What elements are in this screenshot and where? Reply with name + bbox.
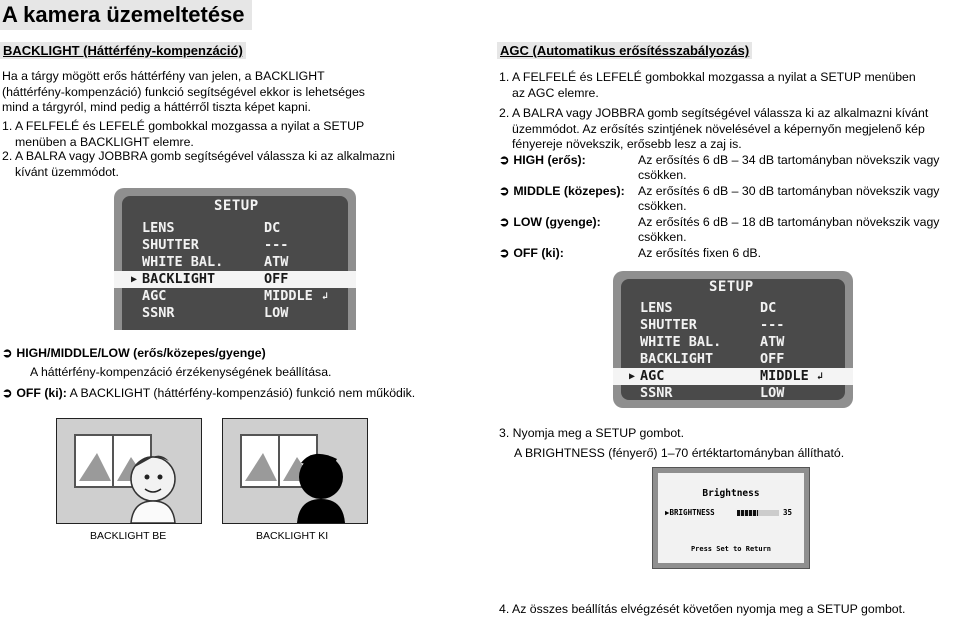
arrow-icon: ➲ (499, 215, 510, 229)
menu-row-shutter[interactable]: SHUTTER --- (142, 237, 289, 253)
menu-row-white-bal[interactable]: WHITE BAL. ATW (640, 334, 785, 350)
step-line: 2. A BALRA vagy JOBBRA gomb segítségével válassza ki az alkalmazni (2, 149, 396, 163)
step-line: 1. A FELFELÉ és LEFELÉ gombokkal mozgassa a nyilat a SETUP (2, 119, 365, 133)
menu-row-backlight-selected[interactable]: ▶ BACKLIGHT OFF (114, 271, 356, 288)
agc-heading: AGC (Automatikus erősítésszabályozás) (497, 42, 752, 59)
arrow-icon: ➲ (2, 386, 13, 400)
brightness-slider[interactable] (737, 510, 779, 516)
selection-arrow-icon: ▶ (131, 274, 138, 285)
agc-step-4: 4. Az összes beállítás elvégzését követően nyomja meg a SETUP gombot. (499, 602, 906, 616)
backlight-on-image (56, 418, 202, 524)
arrow-icon: ➲ (2, 346, 13, 360)
arrow-icon: ➲ (499, 153, 510, 167)
agc-step-2: 2. A BALRA vagy JOBBRA gomb segítségével válassza ki az alkalmazni kívánt üzemmódot. Az erősítés szintjének növelésével a képernyőn megjelenő kép fényereje növekszik, erősebb lesz a zaj is. (499, 106, 929, 151)
menu-row-agc[interactable]: AGC MIDDLE ↲ (142, 288, 329, 304)
brightness-value: 35 (783, 508, 793, 517)
backlight-option-off: ➲ OFF (ki): A BACKLIGHT (háttérfény-kompenzásió) funkció nem működik. (2, 386, 416, 400)
brightness-row[interactable]: ▶BRIGHTNESS (665, 508, 715, 517)
agc-step-3: 3. Nyomja meg a SETUP gombot. (499, 426, 684, 440)
step-line: kívánt üzemmódot. (15, 164, 119, 179)
agc-option-high: ➲ HIGH (erős): (499, 153, 586, 167)
backlight-intro (2, 69, 472, 116)
agc-option-middle: ➲ MIDDLE (közepes): (499, 184, 625, 198)
menu-title: SETUP (214, 198, 259, 214)
page-title: A kamera üzemeltetése (0, 0, 252, 30)
backlight-step-2 (2, 149, 472, 180)
intro-line: (háttérfény-kompenzáció) funkció segítségével ekkor is lehetséges (2, 84, 365, 99)
agc-options: ➲ HIGH (erős): Az erősítés 6 dB – 34 dB tartományban növekszik vagy csökken. ➲ MIDDLE (közepes): Az erősítés 6 dB – 30 dB tartományban növekszik vagy csökken. ➲ LOW (gyenge): Az erősítés 6 dB – 18 dB tartományban növekszik vagy csökken. ➲ OFF (ki): Az erősítés fixen 6 dB. (499, 153, 940, 260)
backlight-off-image (222, 418, 368, 524)
menu-row-agc-selected[interactable]: ▶ AGC MIDDLE ↲ (613, 368, 853, 385)
menu-row-lens[interactable]: LENS DC (640, 300, 777, 316)
menu-row-lens[interactable]: LENS DC (142, 220, 281, 236)
agc-option-low: ➲ LOW (gyenge): (499, 215, 601, 229)
agc-option-off: ➲ OFF (ki): (499, 246, 564, 260)
backlight-step-1 (2, 119, 472, 150)
arrow-icon: ➲ (499, 184, 510, 198)
enter-icon: ↲ (817, 371, 824, 382)
intro-line: Ha a tárgy mögött erős háttérfény van jelen, a BACKLIGHT (2, 69, 325, 83)
setup-menu-agc (613, 271, 853, 408)
menu-row-white-bal[interactable]: WHITE BAL. ATW (142, 254, 289, 270)
menu-row-ssnr[interactable]: SSNR LOW (640, 385, 785, 401)
arrow-icon: ➲ (499, 246, 510, 260)
step-line: menüben a BACKLIGHT elemre. (15, 134, 194, 149)
backlight-option-levels: ➲ HIGH/MIDDLE/LOW (erős/közepes/gyenge) A háttérfény-kompenzáció érzékenységének beállítása. (2, 346, 332, 379)
menu-title: SETUP (709, 279, 754, 295)
selection-arrow-icon: ▶ (665, 508, 670, 517)
brightness-footer: Press Set to Return (690, 545, 772, 553)
backlight-heading: BACKLIGHT (Háttérfény-kompenzáció) (0, 42, 246, 59)
menu-row-shutter[interactable]: SHUTTER --- (640, 317, 785, 333)
setup-menu-backlight (114, 188, 356, 330)
brightness-title: Brightness (702, 488, 760, 499)
enter-icon: ↲ (322, 291, 329, 302)
brightness-menu (652, 467, 810, 569)
menu-row-ssnr[interactable]: SSNR LOW (142, 305, 289, 321)
agc-step-3-sub: A BRIGHTNESS (fényerő) 1–70 értéktartományban állítható. (514, 446, 845, 460)
agc-step-1: 1. A FELFELÉ és LEFELÉ gombokkal mozgassa a nyilat a SETUP menüben az AGC elemre. (499, 70, 916, 100)
selection-arrow-icon: ▶ (629, 371, 636, 382)
backlight-on-caption: BACKLIGHT BE (90, 530, 167, 542)
menu-row-backlight[interactable]: BACKLIGHT OFF (640, 351, 785, 367)
intro-line: mind a tárgyról, mind pedig a háttérről tiszta képet kapni. (2, 100, 311, 114)
backlight-off-caption: BACKLIGHT KI (256, 530, 329, 542)
